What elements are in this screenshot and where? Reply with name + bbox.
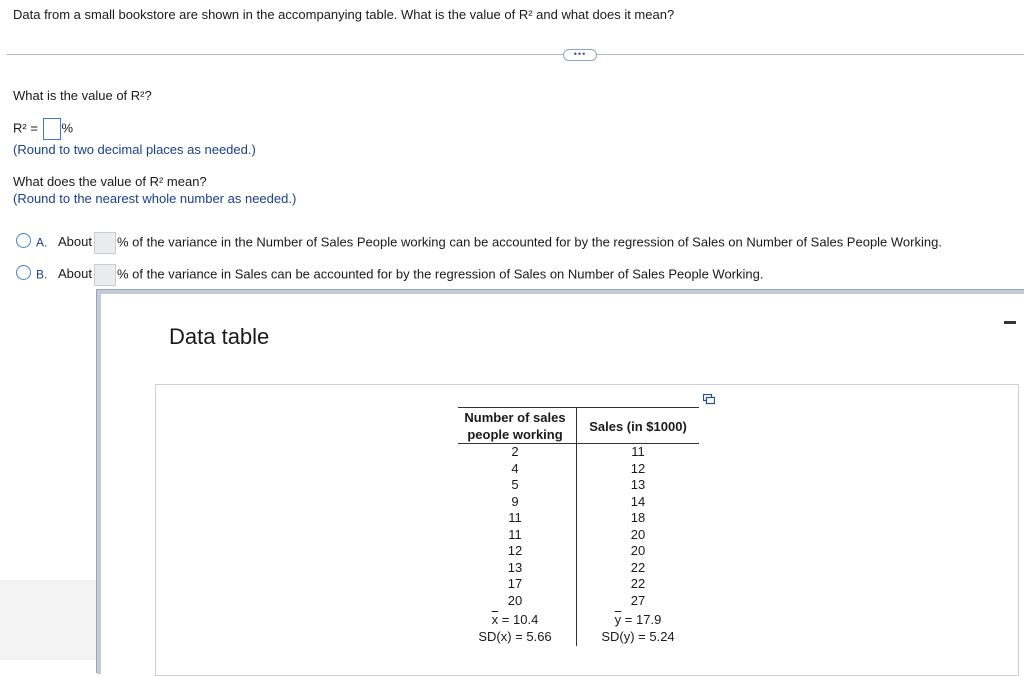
- option-b-text: % of the variance in Sales can be accounted for by the regression of Sales on Number of Sales People Working.: [116, 266, 764, 282]
- y-bar-symbol: $\overline{y}$: [614, 612, 622, 627]
- col1-cell: 4: [511, 460, 519, 476]
- col1-cell: 12: [507, 543, 523, 558]
- col1-cell: 17: [507, 576, 523, 591]
- col2-cell: 20: [630, 526, 646, 542]
- col2-cell: 27: [630, 592, 646, 608]
- background-shade: [0, 580, 98, 660]
- col2-cell: 11: [631, 444, 645, 459]
- col1-cell: 2: [511, 444, 519, 459]
- col1-cell: 5: [511, 477, 519, 492]
- part2-hint: (Round to the nearest whole number as needed.): [13, 191, 297, 206]
- col2-cell: 22: [630, 576, 646, 591]
- option-a-radio[interactable]: [16, 233, 31, 248]
- part2-question: What does the value of R² mean?: [13, 174, 207, 189]
- r2-input[interactable]: [43, 118, 61, 140]
- divider: [6, 54, 1024, 55]
- option-a[interactable]: [36, 232, 942, 254]
- option-b-prefix: About: [57, 266, 92, 282]
- option-b-letter: B.: [36, 267, 48, 282]
- minimize-icon[interactable]: [1004, 321, 1016, 324]
- option-b-radio[interactable]: [16, 265, 31, 280]
- option-a-input[interactable]: [94, 232, 116, 254]
- part1-hint: (Round to two decimal places as needed.): [13, 142, 256, 157]
- col2-mean: [578, 612, 698, 627]
- more-options-button[interactable]: [563, 49, 597, 61]
- col2-cell: 18: [630, 510, 646, 525]
- x-bar-symbol: $\overline{x}$: [491, 612, 499, 627]
- option-a-prefix: About: [57, 234, 92, 250]
- question-prompt: Data from a small bookstore are shown in the accompanying table. What is the value of R² and what does it mean?: [13, 7, 675, 22]
- col2-header: Sales (in $1000): [589, 419, 687, 434]
- col1-cell: 11: [508, 526, 522, 542]
- col2-mean-value: = 17.9: [624, 612, 662, 627]
- option-b-input[interactable]: [94, 264, 116, 286]
- option-b[interactable]: [36, 264, 763, 286]
- col2-sd: SD(y) = 5.24: [601, 629, 675, 644]
- col1-cell: 9: [511, 493, 519, 509]
- col1-header-line2: people working: [467, 427, 563, 442]
- col2-cell: 22: [630, 559, 646, 575]
- r2-unit: %: [61, 120, 74, 136]
- col1-cell: 11: [508, 510, 522, 525]
- option-a-text: % of the variance in the Number of Sales People working can be accounted for by the regression of Sales on Number of Sales People Working.: [116, 234, 942, 250]
- col2-cell: 13: [630, 477, 646, 492]
- col1-sd: SD(x) = 5.66: [478, 629, 552, 644]
- col1-cell: 20: [507, 592, 523, 608]
- more-options-icon: •••: [573, 49, 587, 59]
- col2-cell: 12: [630, 460, 646, 476]
- popup-title: Data table: [169, 324, 270, 349]
- col1-mean: [456, 612, 574, 627]
- copy-icon[interactable]: [703, 394, 715, 405]
- col1-mean-value: = 10.4: [501, 612, 539, 627]
- col1-header: [456, 409, 574, 443]
- column-divider: [576, 408, 577, 646]
- part1-question: What is the value of R²?: [13, 88, 152, 103]
- r2-label: R² =: [13, 120, 38, 136]
- r2-answer-row: [13, 118, 73, 140]
- col1-header-line1: Number of sales: [464, 410, 566, 425]
- col1-cell: 13: [507, 559, 523, 575]
- option-a-letter: A.: [36, 235, 48, 250]
- col2-cell: 20: [630, 543, 646, 558]
- col2-cell: 14: [630, 493, 646, 509]
- table-top-rule: [458, 407, 699, 408]
